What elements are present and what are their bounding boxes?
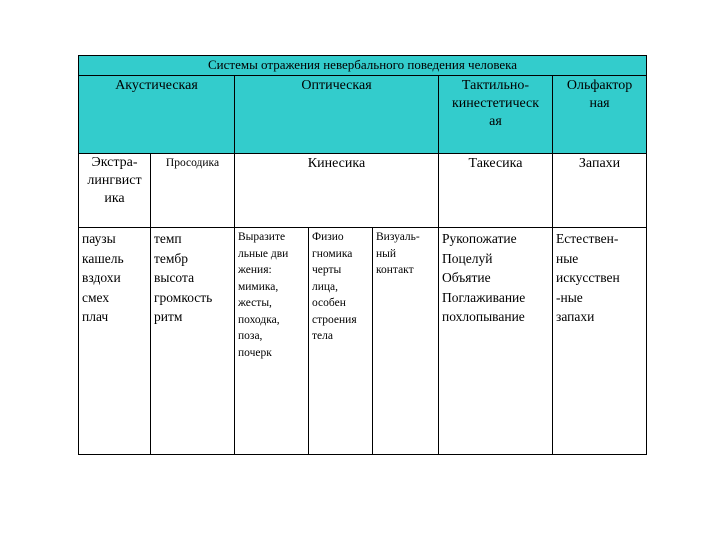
header-olfactory-line: Ольфактор — [566, 78, 633, 93]
list-item: гномика — [312, 247, 353, 260]
subheader-smells-text: Запахи — [578, 156, 621, 171]
list-item: строения — [312, 313, 357, 326]
table-title — [79, 56, 647, 76]
header-acoustic-text: Акустическая — [115, 78, 198, 93]
subheader-extralinguistics — [79, 154, 151, 228]
cell-physiognomy — [309, 228, 373, 455]
list-item: вздохи — [82, 270, 121, 285]
list-item: плач — [82, 309, 109, 324]
subheader-extralinguistics-line: Экстра- — [91, 155, 138, 170]
list-item: мимика, — [238, 280, 279, 293]
list-item: искусствен — [556, 270, 620, 285]
subheader-kinesics-text: Кинесика — [307, 156, 366, 171]
cell-expressive-movements — [235, 228, 309, 455]
list-item: тела — [312, 330, 333, 342]
list-item: Поглаживание — [442, 289, 526, 305]
list-item: черты — [312, 264, 342, 276]
cell-smells — [553, 228, 647, 455]
subheader-prosody-text: Просодика — [165, 157, 220, 169]
list-item: тембр — [154, 250, 189, 266]
list-item: Физио — [312, 231, 344, 243]
list-item: высота — [154, 270, 195, 285]
list-item: почерк — [238, 346, 272, 359]
cell-prosody — [151, 228, 235, 455]
header-tactile-line: Тактильно- — [461, 78, 530, 93]
list-item: темп — [154, 231, 182, 246]
list-item: -ные — [556, 289, 583, 305]
subheader-extralinguistics-line: лингвист — [87, 173, 142, 188]
list-item: контакт — [376, 264, 414, 276]
header-olfactory — [553, 76, 647, 154]
list-item: походка, — [238, 313, 280, 326]
subheader-takesics-text: Такесика — [468, 156, 523, 171]
list-item: Выразите — [238, 231, 286, 243]
list-item: Поцелуй — [442, 250, 493, 266]
table-title-text: Системы отражения невербального поведения человека — [208, 57, 518, 72]
list-item: жесты, — [238, 297, 272, 309]
header-tactile-line: ая — [489, 114, 502, 129]
subheader-takesics — [439, 154, 553, 228]
list-item: поза, — [238, 330, 263, 342]
list-item: ный — [376, 247, 397, 260]
cell-visual-contact — [373, 228, 439, 455]
list-item: паузы — [82, 231, 116, 246]
list-item: Рукопожатие — [442, 231, 517, 246]
nonverbal-systems-table — [78, 55, 647, 455]
cell-takesics — [439, 228, 553, 455]
subheader-smells — [553, 154, 647, 228]
header-acoustic — [79, 76, 235, 154]
cell-extralinguistics — [79, 228, 151, 455]
list-item: ные — [556, 250, 579, 266]
list-item: громкость — [154, 289, 213, 305]
list-item: запахи — [556, 309, 595, 324]
list-item: смех — [82, 289, 110, 305]
subheader-kinesics — [235, 154, 439, 228]
list-item: льные дви — [238, 247, 289, 260]
list-item: Визуаль- — [376, 231, 420, 243]
subheader-extralinguistics-line: ика — [104, 191, 125, 206]
list-item: кашель — [82, 250, 124, 266]
header-olfactory-line: ная — [589, 96, 610, 111]
header-tactile — [439, 76, 553, 154]
list-item: особен — [312, 297, 346, 309]
header-optical — [235, 76, 439, 154]
header-tactile-line: кинестетическ — [451, 96, 540, 111]
list-item: Естествен- — [556, 231, 619, 246]
header-optical-text: Оптическая — [301, 78, 372, 93]
list-item: похлопывание — [442, 309, 525, 324]
list-item: Объятие — [442, 270, 491, 285]
list-item: ритм — [154, 309, 183, 324]
subheader-prosody — [151, 154, 235, 228]
list-item: лица, — [312, 280, 339, 293]
list-item: жения: — [238, 264, 272, 276]
